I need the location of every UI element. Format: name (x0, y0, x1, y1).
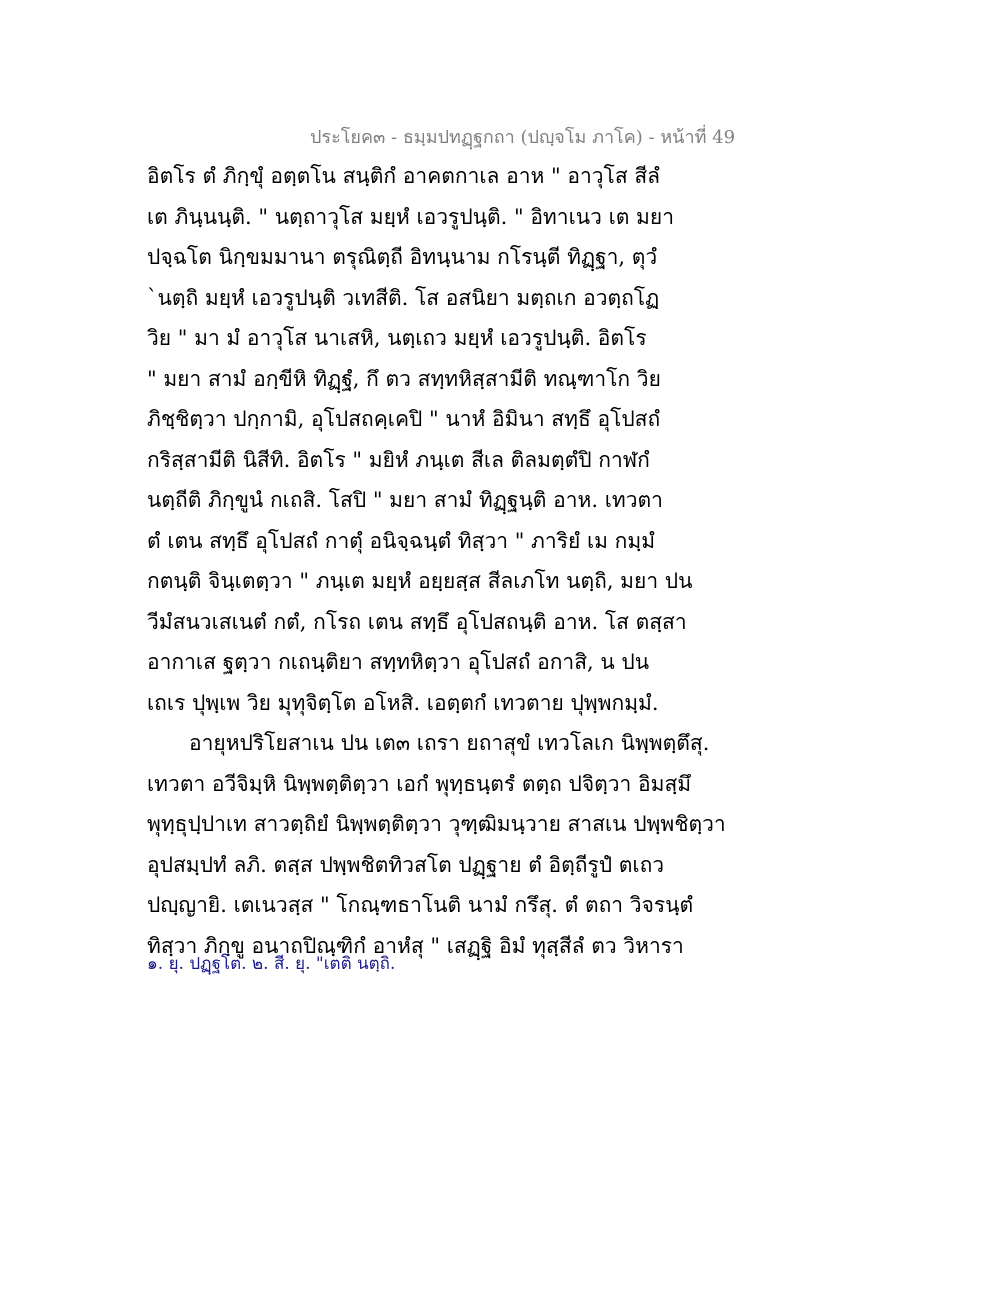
text-line: เทวตา อวีจิมฺหิ นิพฺพตฺติตฺวา เอกํ พุทฺธนฺตรํ ตตฺถ ปจิตฺวา อิมสฺมึ (147, 771, 692, 796)
text-line: ทิสฺวา ภิกฺขู อนาถปิณฺฑิกํ อาหํสุ " เสฏฺฐิ อิมํ ทุสฺสีลํ ตว วิหารา (147, 933, 684, 958)
text-line: อิตโร ตํ ภิกฺขุํ อตฺตโน สนฺติกํ อาคตกาเล อาห " อาวุโส สีลํ (147, 164, 661, 188)
text-line: ตํ เตน สทฺธึ อุโปสถํ กาตุํ อนิจฺฉนฺตํ ทิสฺวา " ภาริยํ เม กมฺมํ (147, 528, 656, 553)
text-line: พุทฺธุปฺปาเท สาวตฺถิยํ นิพฺพตฺติตฺวา วุฑฺฒิมนฺวาย สาสเน ปพฺพชิตฺวา (147, 812, 726, 836)
text-line: เถเร ปุพฺเพ วิย มุทุจิตฺโต อโหสิ. เอตฺตกํ เทวตาย ปุพฺพกมฺมํ. (147, 690, 659, 715)
running-header: ประโยค๓ - ธมฺมปทฏฺฐกถา (ปญฺจโม ภาโค) - หน้าที่ 49 (310, 127, 736, 148)
text-line: กริสฺสามีติ นิสีทิ. อิตโร " มยิหํ ภนฺเต สีเล ติลมตฺตํปิ กาฬกํ (147, 447, 650, 472)
text-line: กตนฺติ จินฺเตตฺวา " ภนฺเต มยฺหํ อยฺยสฺส สีลเภโท นตฺถิ, มยา ปน (147, 569, 693, 593)
text-line: ปจฺฉโต นิกฺขมมานา ตรุณิตฺถี อิทนฺนาม กโรนฺตี ทิฏฺฐา, ตุวํ (147, 245, 658, 269)
text-line: วิย " มา มํ อาวุโส นาเสหิ, นตฺเถว มยฺหํ เอวรูปนฺติ. อิตโร (147, 326, 647, 350)
footnote: ๑. ยุ. ปฏฺฐโต. ๒. สี. ยุ. "เตติ นตฺถิ. (147, 954, 396, 974)
text-line: ภิชฺชิตฺวา ปกฺกามิ, อุโปสถคฺเคปิ " นาหํ อิมินา สทฺธึ อุโปสถํ (147, 407, 661, 431)
text-line: อากาเส ฐตฺวา กเถนฺติยา สทฺทหิตฺวา อุโปสถํ อกาสิ, น ปน (147, 650, 650, 674)
text-line: `นตฺถิ มยฺหํ เอวรูปนฺติ วเทสีติ. โส อสนิยา มตฺถเก อวตฺถโฏ (147, 285, 660, 310)
text-line: นตฺถีติ ภิกฺขูนํ กเถสิ. โสปิ " มยา สามํ ทิฏฺฐนฺติ อาห. เทวตา (147, 488, 663, 512)
body-text (147, 156, 726, 966)
text-line: " มยา สามํ อกฺขีหิ ทิฏฺฐํ, กึ ตว สทฺทหิสฺสามีติ ทณฺฑาโก วิย (147, 366, 661, 391)
text-line: เต ภินฺนนฺติ. " นตฺถาวุโส มยฺหํ เอวรูปนฺติ. " อิทาเนว เต มยา (147, 204, 674, 229)
text-line: อุปสมฺปทํ ลภิ. ตสฺส ปพฺพชิตทิวสโต ปฏฺฐาย ตํ อิตฺถีรูปํ ตเถว (147, 852, 665, 877)
paragraph-first-line: อายุหปริโยสาเน ปน เต๓ เถรา ยถาสุขํ เทวโลเก นิพฺพตฺตึสุ. (189, 731, 710, 755)
text-line: ปญฺญายิ. เตเนวสฺส " โกณฺฑธาโนติ นามํ กรึสุ. ตํ ตถา วิจรนฺตํ (147, 893, 694, 917)
text-line: วีมํสนวเสเนตํ กตํ, กโรถ เตน สทฺธึ อุโปสถนฺติ อาห. โส ตสฺสา (147, 609, 687, 634)
